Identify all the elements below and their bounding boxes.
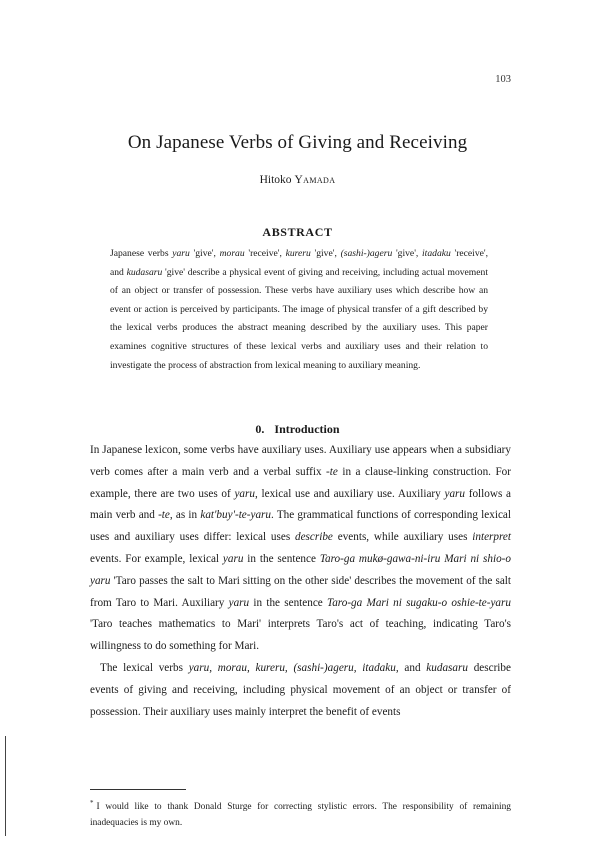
text-run: describe events of giving and receiving, including physical movement of an object or transfer of possession. Their auxiliary uses mainly interpret the benefit of events [90, 661, 511, 718]
page-number: 103 [495, 74, 511, 85]
italic-term: yaru [234, 487, 255, 500]
italic-term: yaru, morau, kureru, (sashi-)ageru, itadaku, [188, 661, 399, 674]
text-run: . The grammatical functions of corresponding lexical uses and auxiliary uses differ: lexical uses [90, 509, 511, 544]
text-run: in the sentence [243, 552, 320, 565]
section-title: Introduction [274, 422, 340, 436]
paper-title: On Japanese Verbs of Giving and Receiving [127, 132, 468, 153]
text-run: The lexical verbs [100, 661, 189, 674]
text-run: follows a main verb and [90, 487, 511, 522]
section-heading [0, 422, 595, 437]
italic-term: yaru [222, 552, 244, 565]
text-run: , as in [169, 509, 201, 522]
italic-term: Taro-ga mukø-gawa-ni-iru Mari ni shio-o yaru [90, 552, 511, 587]
abstract-body [110, 245, 488, 375]
italic-term: -te [158, 509, 170, 522]
footnote [90, 796, 511, 831]
author-family-name: Yamada [294, 174, 336, 186]
text-run: 'give', [392, 248, 423, 259]
text-run: In Japanese lexicon, some verbs have auxiliary uses. Auxiliary use appears when a subsidiary verb comes after a main verb and a verbal suffix [90, 444, 511, 478]
body-text [90, 440, 511, 723]
author-line [0, 174, 595, 186]
italic-term: interpret [472, 531, 512, 544]
text-run: in a clause-linking construction. For example, there are two uses of [90, 465, 511, 500]
italic-term: yaru [172, 248, 190, 259]
text-run: 'give', [189, 248, 220, 259]
text-run: in the sentence [249, 596, 328, 609]
footnote-mark: * [90, 799, 94, 807]
footnote-rule [90, 789, 186, 790]
abstract-heading: ABSTRACT [262, 225, 333, 239]
italic-term: itadaku [422, 248, 451, 259]
text-run: 'Taro teaches mathematics to Mari' interprets Taro's act of teaching, indicating Taro's willingness to do something for Mari. [90, 618, 511, 653]
text-run: Japanese verbs [110, 248, 173, 259]
text-run: 'receive', [244, 248, 286, 259]
text-run: events, while auxiliary uses [332, 531, 473, 544]
text-run: and [398, 661, 427, 674]
italic-term: yaru [444, 487, 465, 500]
text-run: 'give' describe a physical event of giving and receiving, including actual movement of an object or transfer of possession. These verbs have auxiliary uses which describe how an event or action is perceived by participants. The image of physical transfer of a gift described by the lexical verbs produces the abstract meaning described by the auxiliary uses. This paper examines cognitive structures of these lexical verbs and auxiliary uses and their relation to investigate the process of abstraction from lexical meaning to auxiliary meaning. [110, 266, 488, 371]
text-run: 'Taro passes the salt to Mari sitting on the other side' describes the movement of the salt from Taro to Mari. Auxiliary [90, 574, 511, 609]
italic-term: kudasaru [426, 661, 468, 674]
italic-term: describe [295, 531, 333, 544]
text-run: events. For example, lexical [90, 552, 223, 565]
italic-term: kureru [285, 248, 311, 259]
italic-term: kudasaru [126, 266, 163, 278]
section-number: 0. [255, 422, 265, 436]
italic-term: yaru [228, 596, 250, 609]
body-paragraph [90, 440, 511, 658]
body-paragraph [90, 658, 511, 723]
text-run: 'give', [310, 248, 341, 259]
scan-edge-line [5, 736, 6, 836]
italic-term: morau [219, 248, 245, 259]
italic-term: (sashi-)ageru [340, 248, 393, 259]
author-given-name: Hitoko [259, 174, 292, 186]
text-run: 'receive', and [110, 248, 489, 278]
italic-term: -te [326, 465, 338, 478]
italic-term: kat'buy'-te-yaru [200, 509, 271, 522]
text-run: , lexical use and auxiliary use. Auxiliary [254, 487, 445, 500]
italic-term: Taro-ga Mari ni sugaku-o oshie-te-yaru [327, 596, 511, 609]
footnote-text: I would like to thank Donald Sturge for correcting stylistic errors. The responsibility of remaining inadequacies is my own. [90, 802, 511, 828]
